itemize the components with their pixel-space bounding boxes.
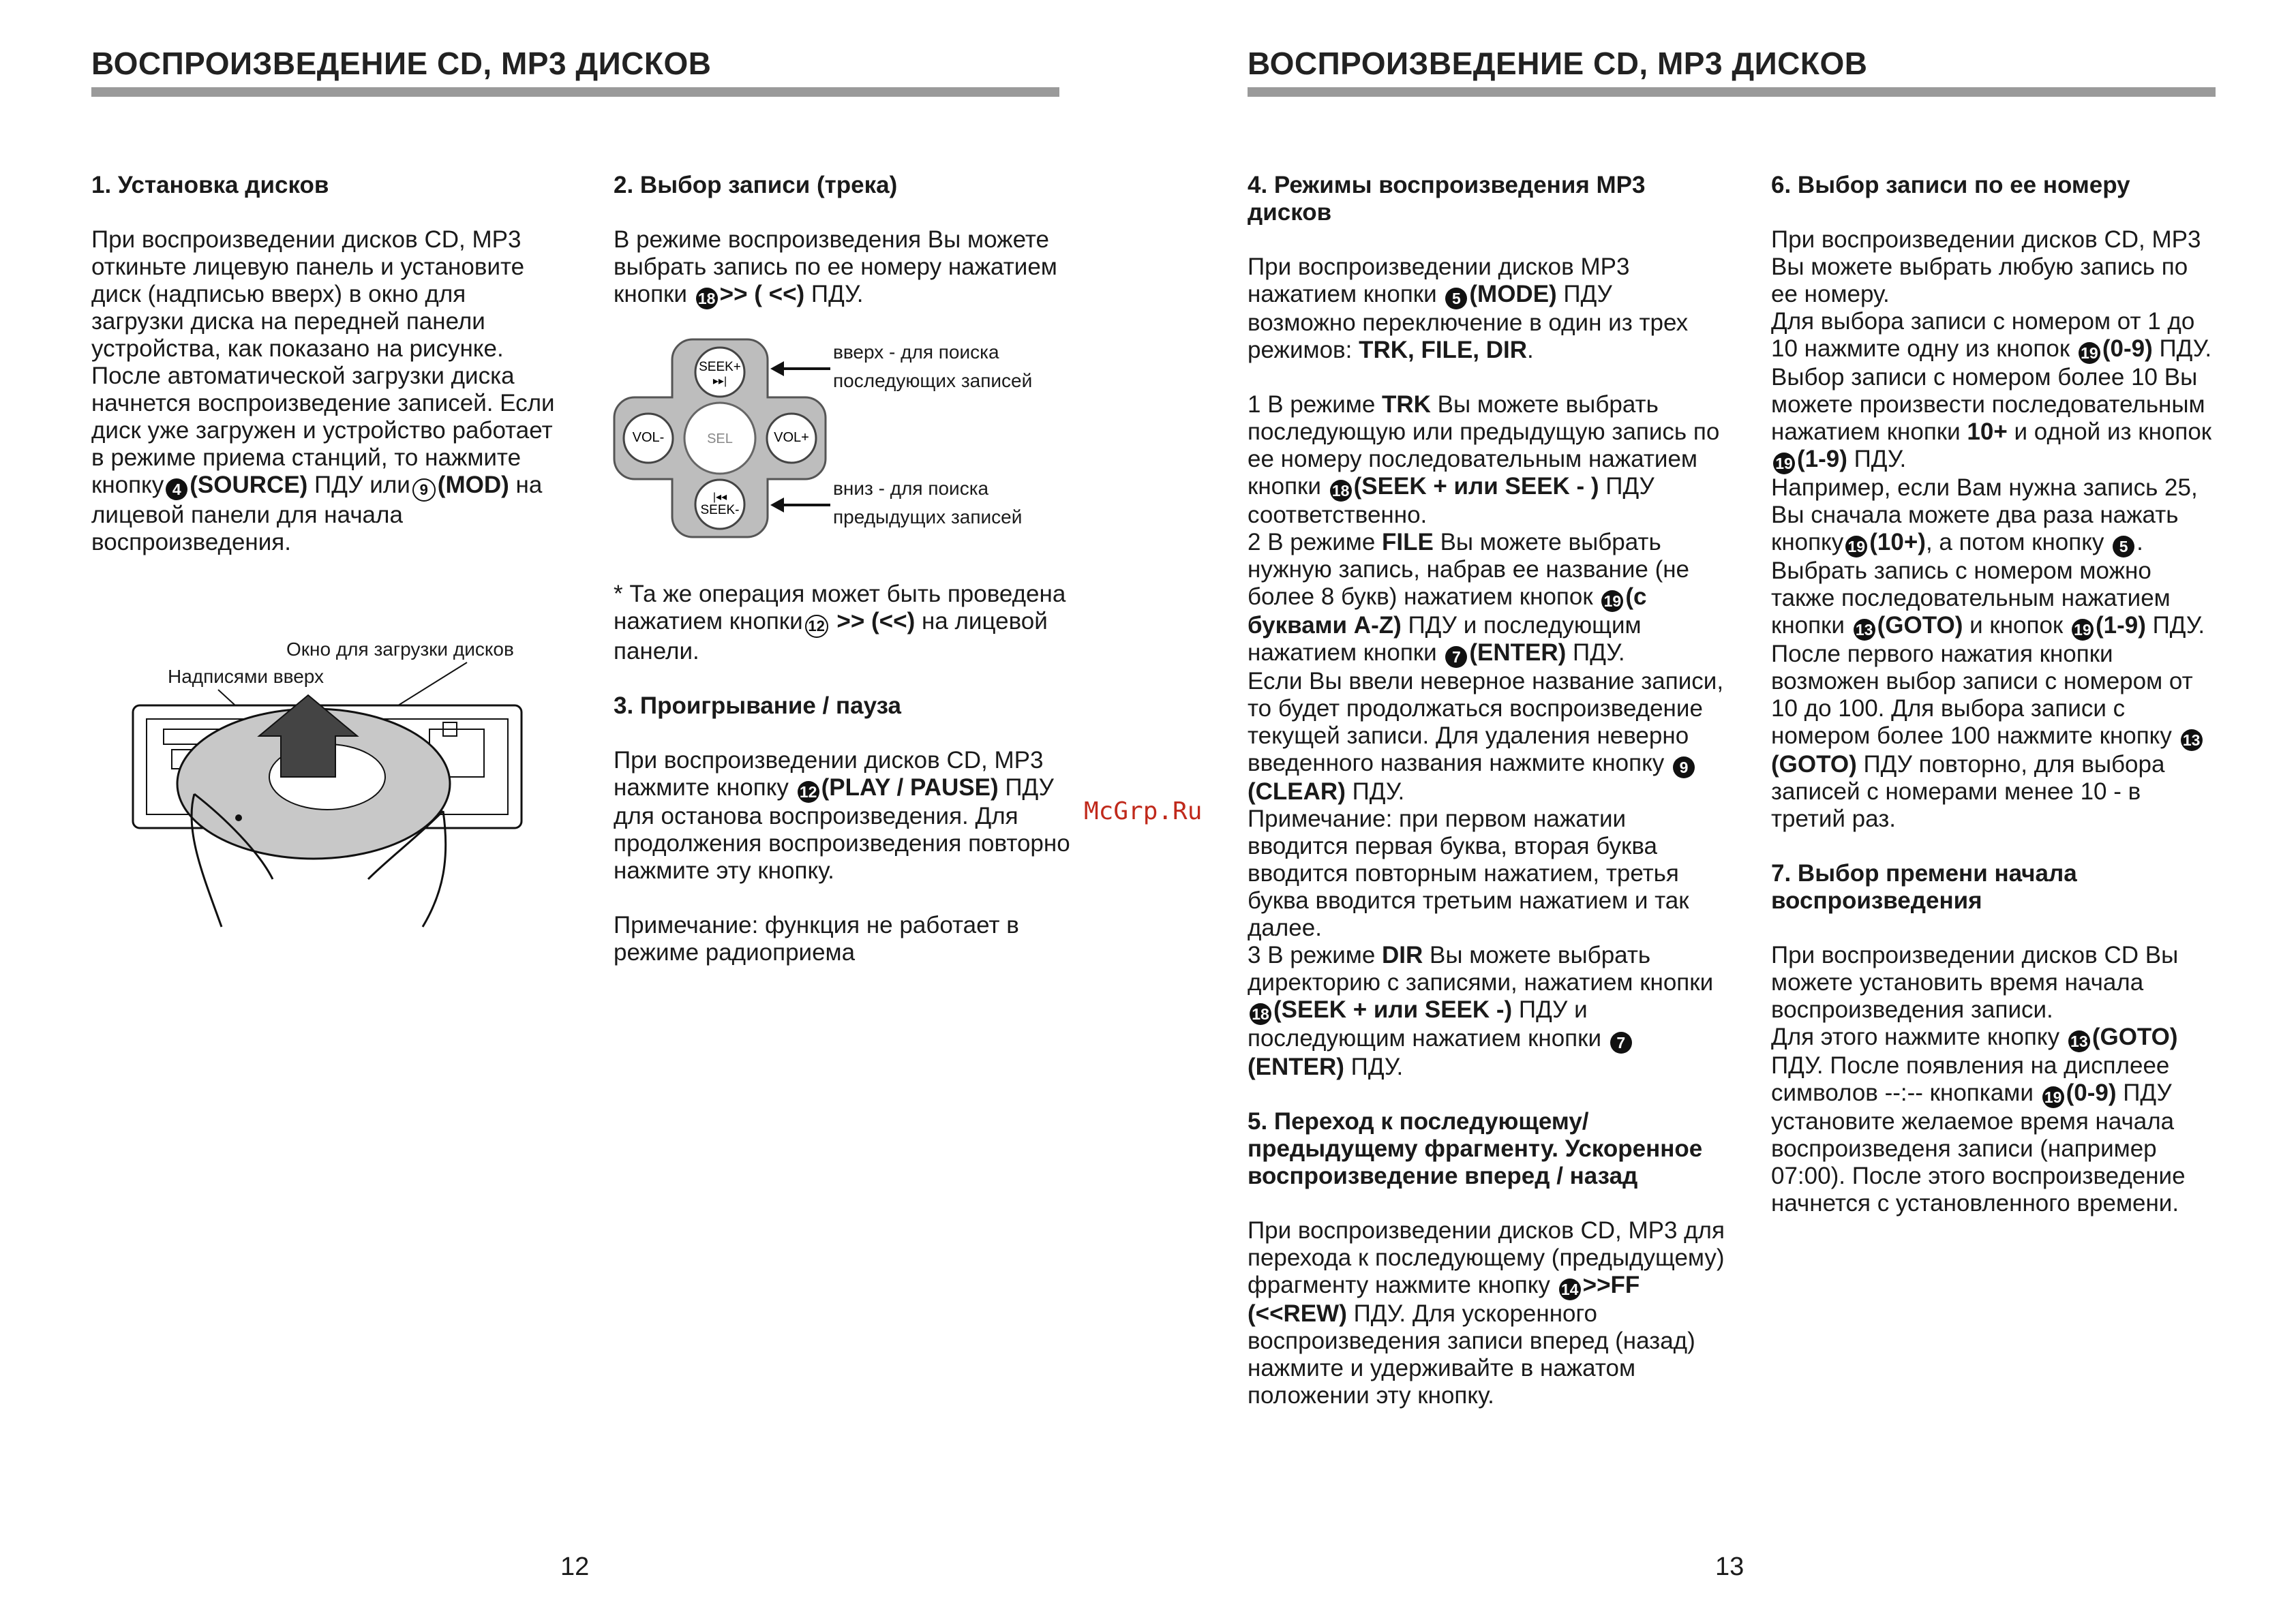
s6-t14: ПДУ повторно, для выбора записей с номерами менее 10 - в третий раз.: [1771, 751, 2165, 832]
err-a: Если Вы ввели неверное название записи, то будет продолжаться воспроизведение текущей записи. Для удаления неверно введенного названия нажмите кнопку: [1248, 668, 1724, 776]
s6-t12: ПДУ.: [2145, 612, 2205, 639]
button-number-icon: 5: [2113, 536, 2134, 557]
file-a: 2 В режиме: [1248, 529, 1383, 555]
section-2-note: [614, 581, 1070, 665]
section-1-text: [91, 226, 562, 556]
mod-label: (MOD): [437, 472, 509, 498]
mode-trk: [1248, 391, 1725, 529]
button-number-icon: 13: [2068, 1030, 2090, 1052]
trk-b: Вы можете выбрать последующую или предыдущую запись по ее номеру последовательным нажатием кнопки: [1248, 391, 1720, 500]
s6-t6: ПДУ.: [1847, 446, 1907, 472]
err-b: ПДУ.: [1345, 778, 1405, 805]
s6-t5: и одной из кнопок: [2007, 418, 2212, 445]
button-number-icon: 13: [2181, 729, 2203, 751]
s6-ten-plus-label: 10+: [1967, 418, 2008, 445]
section-2-text-a: В режиме воспроизведения Вы можете выбрать запись по ее номеру нажатием кнопки: [614, 226, 1057, 307]
s4-intro-a: При воспроизведении дисков MP3 нажатием кнопки: [1248, 254, 1630, 307]
dir-d: ПДУ.: [1344, 1054, 1404, 1080]
button-number-icon: 7: [1445, 646, 1467, 668]
section-1: [91, 172, 562, 583]
section-3-text: [614, 747, 1070, 885]
s6-t11: и кнопок: [1963, 612, 2070, 639]
section-2-text: [614, 226, 1070, 309]
button-number-icon: 19: [2079, 342, 2100, 364]
enter-label: (ENTER): [1469, 639, 1567, 666]
play-pause-label: (PLAY / PAUSE): [821, 774, 999, 801]
section-4-modes: [1248, 391, 1725, 1081]
button-number-icon: 19: [2042, 1086, 2064, 1108]
section-6-title: 6. Выбор записи по ее номеру: [1771, 172, 2130, 198]
note-forward-label: >>: [836, 608, 865, 634]
section-6-text: [1771, 226, 2214, 833]
modes-label: TRK, FILE, DIR: [1359, 337, 1528, 363]
button-number-icon: 4: [166, 478, 187, 500]
button-number-icon: 12: [798, 781, 819, 803]
mode-label: (MODE): [1469, 281, 1557, 307]
arrow-up-pointer-icon: [770, 358, 832, 379]
s7-t4: ПДУ установите желаемое время начала воспроизведеня записи (например 07:00). После этого воспроизведение начнется с установленного времени.: [1771, 1080, 2186, 1216]
disc-insertion-figure: [123, 654, 545, 940]
mode-note: Примечание: при первом нажатии вводится первая буква, вторая буква вводится повторным нажатием, третья буква вводится третьим нажатием и так далее.: [1248, 806, 1689, 941]
file-b: Вы можете выбрать нужную запись, набрав ее название (не более 8 букв) нажатием кнопок: [1248, 529, 1690, 610]
button-number-icon: 5: [1445, 288, 1467, 309]
s6-one-nine-label-2: (1-9): [2095, 612, 2146, 639]
page-number-right: 13: [1715, 1552, 1744, 1581]
section-2: [614, 172, 1070, 337]
button-number-icon: 13: [1854, 619, 1875, 641]
s6-line-3: [1771, 364, 2214, 474]
left-header-rule: [91, 87, 1059, 97]
s7-digits-label: (0-9): [2066, 1080, 2117, 1106]
s4-intro-c: .: [1527, 337, 1534, 363]
file-label: FILE: [1382, 529, 1434, 555]
seek-minus-arrows: |◂◂: [712, 491, 727, 503]
trk-a: 1 В режиме: [1248, 391, 1383, 418]
fig-label-up: Надписями вверх: [168, 666, 324, 687]
arrow-down-pointer-icon: [770, 495, 832, 515]
button-number-icon: 9: [1673, 756, 1695, 778]
dir-label: DIR: [1382, 942, 1423, 968]
watermark: McGrp.Ru: [1084, 797, 1203, 825]
enter-label: (ENTER): [1248, 1054, 1344, 1080]
section-7-text: [1771, 942, 2214, 1217]
s6-line-2: [1771, 308, 2214, 364]
s6-one-nine-label: (1-9): [1797, 446, 1847, 472]
s6-goto-label-2: (GOTO): [1771, 751, 1857, 778]
s6-t2: Для выбора записи с номером от 1 до 10 нажмите одну из кнопок: [1771, 308, 2195, 362]
s6-t4: Выбор записи с номером более 10 Вы можете произвести последовательным нажатием кнопки: [1771, 364, 2205, 445]
fig-up-label: вверх - для поиска последующих записей: [833, 341, 1033, 391]
s6-t7: Например, если Вам нужна запись 25, Вы сначала можете два раза нажать кнопку: [1771, 474, 2198, 555]
button-number-outline-icon: 9: [412, 478, 436, 502]
s5-a: При воспроизведении дисков CD, MP3 для перехода к последующему (предыдущему) фрагменту нажмите кнопку: [1248, 1217, 1725, 1298]
right-header-rule: [1248, 87, 2216, 97]
s7-t3: ПДУ. После появления на дисплеее символов --:-- кнопками: [1771, 1052, 2170, 1106]
s7-goto-label: (GOTO): [2091, 1024, 2178, 1050]
section-1-text-b: ПДУ или: [307, 472, 410, 498]
button-number-icon: 18: [1250, 1003, 1271, 1025]
section-5-text: [1248, 1217, 1725, 1409]
button-number-icon: 18: [1330, 480, 1352, 502]
s4-intro-b: ПДУ возможно переключение в один из трех режимов:: [1248, 281, 1689, 363]
s6-line-6: [1771, 641, 2214, 833]
vol-minus-label: VOL-: [632, 430, 665, 445]
seek-plus-label: SEEK+: [699, 360, 741, 374]
section-2-note-b: на лицевой панели.: [614, 608, 1048, 664]
s6-goto-label: (GOTO): [1877, 612, 1963, 639]
dir-a: 3 В режиме: [1248, 942, 1383, 968]
s7-t1: При воспроизведении дисков CD Вы можете установить время начала воспроизведения записи.: [1771, 942, 2179, 1023]
seek-minus-label: SEEK-: [700, 503, 740, 517]
s7-t2: Для этого нажмите кнопку: [1771, 1024, 2066, 1050]
vol-plus-label: VOL+: [774, 430, 809, 445]
dir-b: Вы можете выбрать директорию с записями, нажатием кнопки: [1248, 942, 1714, 996]
section-4: [1248, 172, 1725, 1437]
section-2-text-b: ПДУ.: [804, 281, 864, 307]
clear-label: (CLEAR): [1248, 778, 1346, 805]
button-number-icon: 19: [1773, 453, 1795, 474]
section-1-text-c: на лицевой панели для начала воспроизведения.: [91, 472, 543, 555]
s6-t9: .: [2136, 529, 2143, 555]
button-number-icon: 7: [1610, 1032, 1632, 1054]
fig-down-label: вниз - для поиска предыдущих записей: [833, 478, 1023, 527]
note-back-label: (<<): [871, 608, 916, 634]
source-label: (SOURCE): [190, 472, 308, 498]
trk-label: TRK: [1382, 391, 1431, 418]
section-3-title: 3. Проигрывание / пауза: [614, 692, 902, 719]
mode-error: [1248, 668, 1725, 806]
section-2-note-a: * Та же операция может быть проведена нажатием кнопки: [614, 581, 1066, 634]
section-7-title: 7. Выбор премени начала воспроизведения: [1771, 860, 2077, 914]
s6-t3: ПДУ.: [2152, 335, 2212, 362]
left-page-header: ВОСПРОИЗВЕДЕНИЕ CD, MP3 ДИСКОВ: [91, 46, 712, 81]
section-5-title: 5. Переход к последующему/ предыдущему фрагменту. Ускоренное воспроизведение вперед / назад: [1248, 1108, 1703, 1189]
section-3-text-a: При воспроизведении дисков CD, MP3 нажмите кнопку: [614, 747, 1044, 801]
dir-c: ПДУ и последующим нажатием кнопки: [1248, 996, 1608, 1052]
mode-file: [1248, 529, 1725, 668]
sel-label: SEL: [707, 431, 733, 446]
button-number-icon: 14: [1559, 1279, 1581, 1300]
trk-seek-label: (SEEK + или SEEK - ): [1353, 473, 1599, 500]
file-d: ПДУ.: [1566, 639, 1625, 666]
trk-c: ПДУ соответственно.: [1248, 473, 1655, 528]
button-number-icon: 19: [1601, 590, 1623, 612]
s6-t1: При воспроизведении дисков CD, MP3 Вы можете выбрать любую запись по ее номеру.: [1771, 226, 2201, 307]
page-number-left: 12: [560, 1552, 590, 1581]
s6-ten-plus-label-2: (10+): [1869, 529, 1926, 555]
dir-seek-label: (SEEK + или SEEK -): [1273, 996, 1513, 1023]
mode-dir: [1248, 942, 1725, 1081]
button-number-icon: 19: [2072, 619, 2094, 641]
section-2-title: 2. Выбор записи (трека): [614, 172, 898, 198]
s6-t8: , а потом кнопку: [1925, 529, 2111, 555]
section-3-note: Примечание: функция не работает в режиме радиоприема: [614, 912, 1019, 966]
file-c: ПДУ и последующим нажатием кнопки: [1248, 612, 1642, 666]
ff-rew-label: >>FF (<<REW): [1248, 1272, 1640, 1327]
s6-t10: Выбрать запись с номером можно также последовательным нажатием кнопки: [1771, 557, 2171, 639]
s7-line-2: [1771, 1024, 2214, 1217]
section-3: [614, 581, 1070, 994]
file-letters-label: (с буквами A-Z): [1248, 583, 1647, 639]
section-1-text-a: При воспроизведении дисков CD, MP3 откиньте лицевую панель и установите диск (надписью вверх) в окно для загрузки диска на передней панели устройства, как показано на рисунке. После автоматической загрузки диска начнется воспроизведение записей. Если диск уже загружен и устройство работает в режиме приема станций, то нажмите кнопку: [91, 226, 555, 498]
section-3-text-b: ПДУ для останова воспроизведения. Для продолжения воспроизведения повторно нажмите эту кнопку.: [614, 774, 1070, 884]
s6-line-4: [1771, 474, 2214, 557]
section-4-title: 4. Режимы воспроизведения MP3 дисков: [1248, 172, 1646, 226]
right-page-header: ВОСПРОИЗВЕДЕНИЕ CD, MP3 ДИСКОВ: [1248, 46, 1868, 81]
s6-t13: После первого нажатия кнопки возможен выбор записи с номером от 10 до 100. Для выбора записи с номером более 100 нажмите кнопку: [1771, 641, 2193, 749]
s6-line-5: [1771, 557, 2214, 641]
section-6: [1771, 172, 2214, 1217]
button-number-outline-icon: 12: [805, 615, 828, 638]
fig-label-window: Окно для загрузки дисков: [286, 639, 514, 660]
section-4-intro: [1248, 254, 1725, 364]
button-number-icon: 19: [1845, 536, 1867, 557]
s5-b: ПДУ. Для ускоренного воспроизведения записи вперед (назад) нажмите и удерживайте в нажатом положении эту кнопку.: [1248, 1300, 1695, 1409]
button-number-icon: 18: [696, 288, 718, 309]
s6-digits-label: (0-9): [2102, 335, 2153, 362]
seek-label: >> ( <<): [719, 281, 805, 307]
section-1-title: 1. Установка дисков: [91, 172, 329, 198]
seek-plus-arrows: ▸▸|: [712, 376, 727, 387]
